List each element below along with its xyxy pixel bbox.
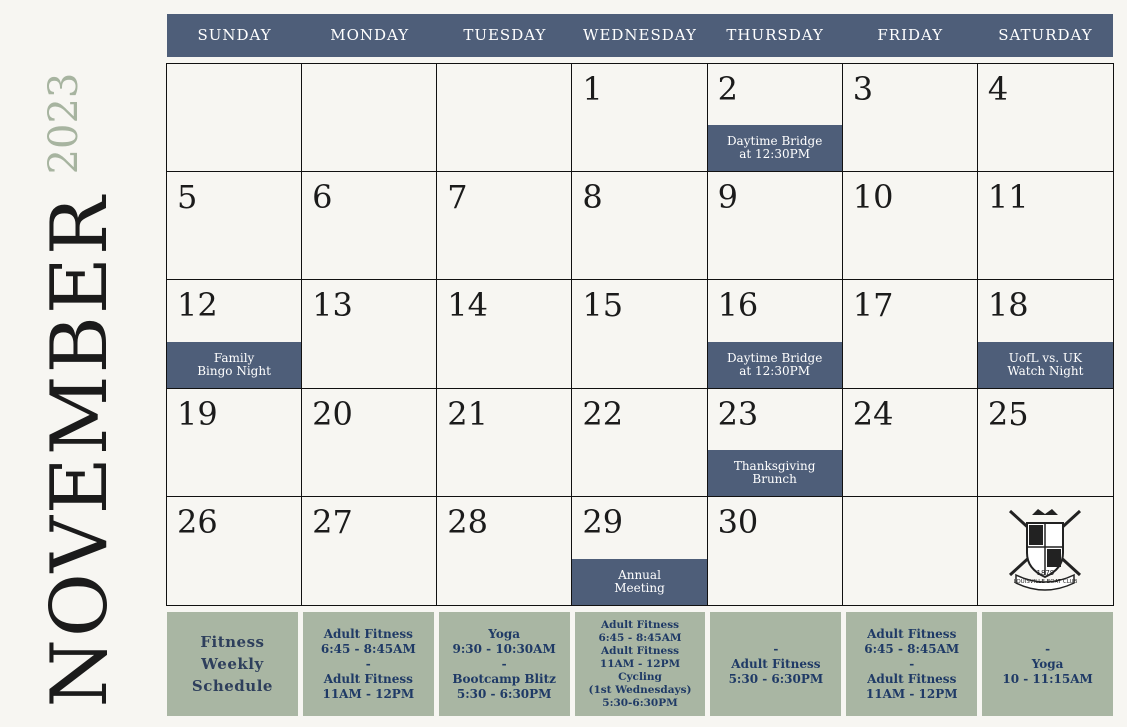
weekday-sunday: SUNDAY [197, 26, 272, 44]
calendar-cell [708, 172, 843, 280]
calendar-cell [437, 172, 572, 280]
calendar-cell [843, 389, 978, 497]
calendar-cell [978, 64, 1113, 172]
fitness-saturday: - Yoga 10 - 11:15AM [982, 612, 1113, 716]
calendar-cell [843, 64, 978, 172]
day-number: 19 [177, 394, 218, 433]
calendar-cell [843, 497, 978, 605]
weekday-monday: MONDAY [330, 26, 410, 44]
calendar-cell [302, 497, 437, 605]
weekday-wednesday: WEDNESDAY [583, 26, 697, 44]
club-crest-logo [1002, 505, 1088, 597]
weekday-header [167, 14, 1113, 57]
day-number: 4 [987, 70, 1009, 108]
day-number: 15 [582, 286, 624, 325]
calendar-cell [708, 389, 843, 497]
day-number: 7 [447, 178, 468, 217]
calendar-cell [572, 389, 707, 497]
fitness-tuesday: Yoga 9:30 - 10:30AM - Bootcamp Blitz 5:30 - 6:30PM [439, 612, 570, 716]
calendar-cell [167, 389, 302, 497]
day-number: 20 [312, 394, 353, 433]
day-number: 3 [852, 70, 874, 108]
calendar-cell [708, 280, 843, 388]
weekday-tuesday: TUESDAY [463, 26, 547, 44]
calendar-cell [978, 389, 1113, 497]
calendar-cell [572, 280, 707, 388]
day-number: 16 [717, 286, 759, 325]
day-number: 13 [312, 286, 353, 325]
calendar-cell [167, 172, 302, 280]
day-number: 26 [177, 502, 218, 541]
calendar-cell [437, 389, 572, 497]
weekday-friday: FRIDAY [877, 26, 944, 44]
month-title [0, 0, 160, 727]
event-banner: Family Bingo Night [167, 342, 301, 388]
calendar-cell [708, 64, 843, 172]
month-year: 2023 [41, 72, 87, 175]
day-number: 17 [852, 286, 894, 325]
logo-year: 1879 [1036, 568, 1055, 577]
day-number: 18 [987, 286, 1029, 325]
calendar-cell [167, 280, 302, 388]
fitness-friday: Adult Fitness 6:45 - 8:45AM - Adult Fitness 11AM - 12PM [846, 612, 977, 716]
event-banner: Daytime Bridge at 12:30PM [708, 342, 842, 388]
calendar-cell [437, 64, 572, 172]
event-banner: UofL vs. UK Watch Night [978, 342, 1113, 388]
calendar-cell [978, 172, 1113, 280]
day-number: 10 [852, 178, 894, 217]
calendar-cell [572, 172, 707, 280]
day-number: 24 [852, 394, 894, 433]
weekday-thursday: THURSDAY [726, 26, 824, 44]
calendar-cell [167, 497, 302, 605]
calendar-cell [708, 497, 843, 605]
fitness-schedule [167, 612, 1113, 716]
day-number: 5 [177, 178, 198, 217]
calendar-cell [302, 64, 437, 172]
day-number: 23 [717, 394, 759, 433]
day-number: 1 [582, 70, 603, 108]
calendar-cell [978, 280, 1113, 388]
day-number: 12 [177, 286, 218, 325]
fitness-thursday: - Adult Fitness 5:30 - 6:30PM [710, 612, 841, 716]
day-number: 9 [717, 178, 738, 217]
calendar-cell [572, 497, 707, 605]
event-banner: Daytime Bridge at 12:30PM [708, 125, 842, 171]
day-number: 14 [447, 286, 488, 325]
event-banner: Thanksgiving Brunch [708, 450, 842, 496]
day-number: 21 [447, 394, 488, 433]
day-number: 29 [582, 502, 624, 541]
calendar-cell [167, 64, 302, 172]
day-number: 6 [312, 178, 333, 217]
day-number: 2 [717, 70, 738, 108]
month-name: NOVEMBER [35, 194, 125, 708]
day-number: 28 [447, 502, 488, 541]
day-number: 25 [987, 394, 1029, 433]
fitness-title: Fitness Weekly Schedule [167, 612, 298, 716]
calendar-cell [437, 497, 572, 605]
calendar-cell [572, 64, 707, 172]
calendar-cell [843, 172, 978, 280]
calendar-cell [843, 280, 978, 388]
day-number: 27 [312, 502, 353, 541]
weekday-saturday: SATURDAY [998, 26, 1093, 44]
calendar-cell [978, 497, 1113, 605]
calendar-cell [302, 172, 437, 280]
day-number: 11 [987, 178, 1029, 217]
logo-text: LOUISVILLE BOAT CLUB [1013, 578, 1078, 585]
calendar-cell [302, 389, 437, 497]
fitness-monday: Adult Fitness 6:45 - 8:45AM - Adult Fitness 11AM - 12PM [303, 612, 434, 716]
calendar-cell [302, 280, 437, 388]
day-number: 30 [717, 502, 759, 541]
calendar-grid [166, 63, 1114, 606]
day-number: 8 [582, 178, 603, 217]
calendar-cell [437, 280, 572, 388]
event-banner: Annual Meeting [572, 559, 706, 605]
fitness-wednesday: Adult Fitness 6:45 - 8:45AM Adult Fitness 11AM - 12PM Cycling (1st Wednesdays) 5:30-6:30PM [575, 612, 706, 716]
day-number: 22 [582, 394, 624, 433]
